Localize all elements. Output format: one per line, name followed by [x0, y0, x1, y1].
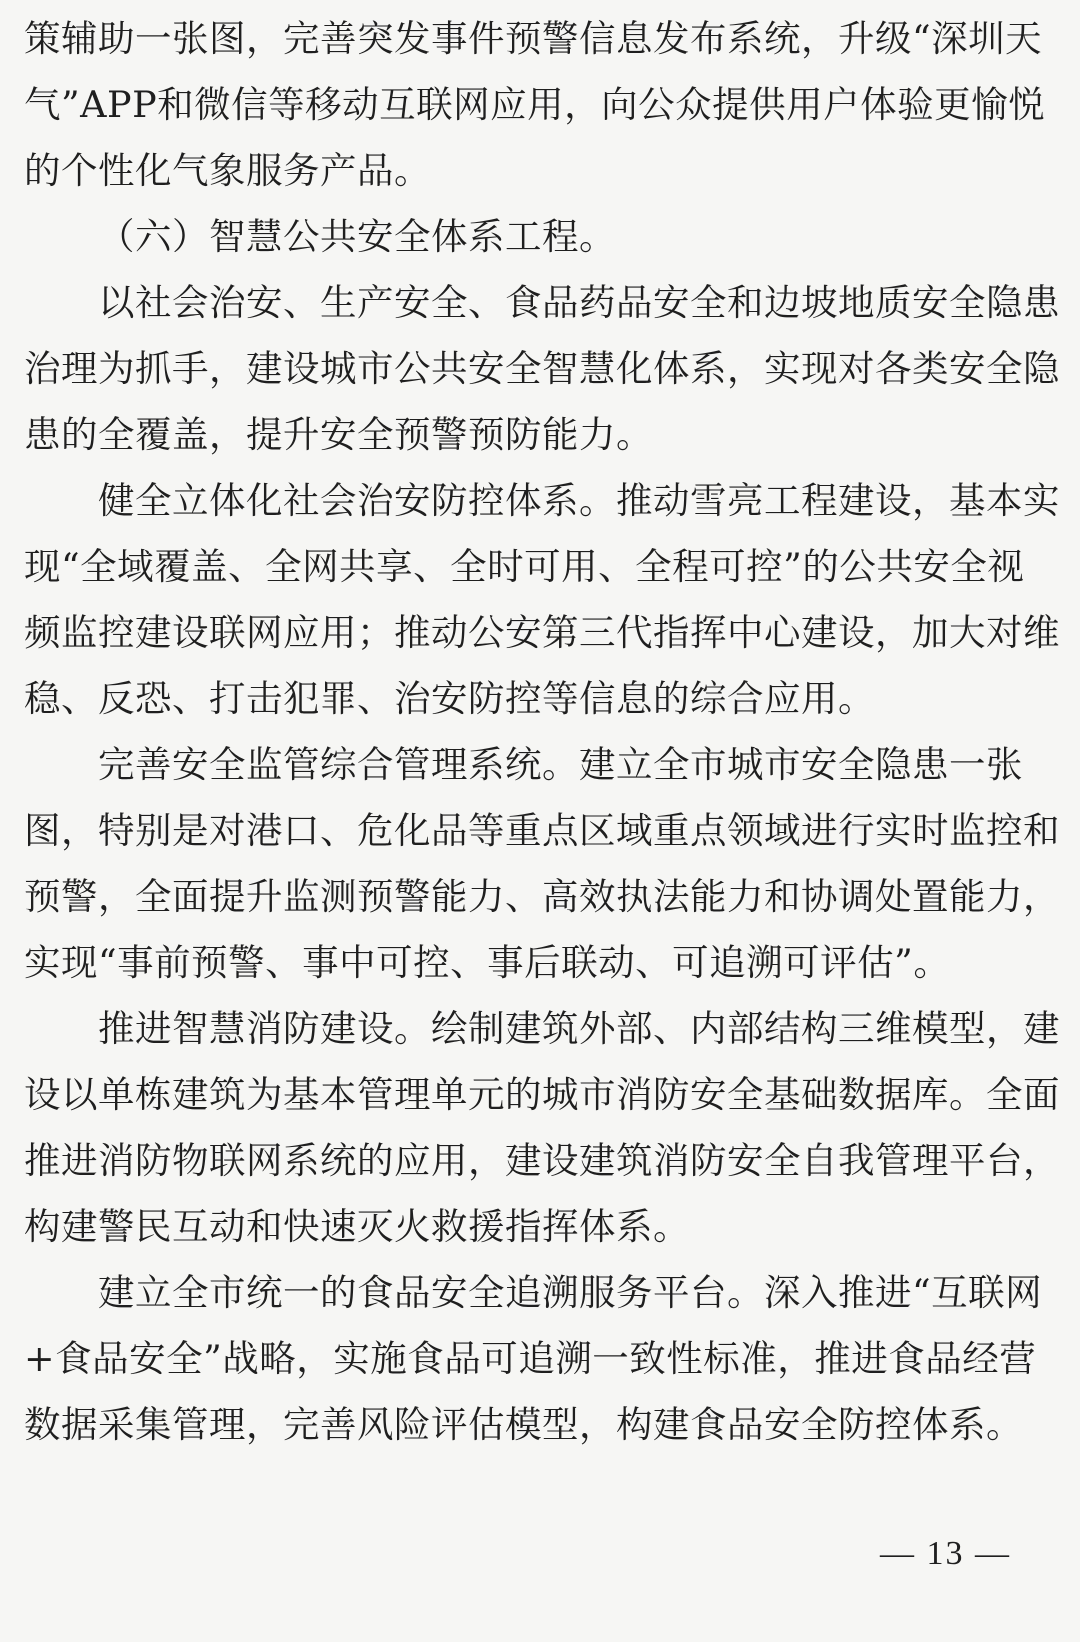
text-line: 预警，全面提升监测预警能力、高效执法能力和协调处置能力， — [24, 875, 1060, 918]
text-line: 频监控建设联网应用；推动公安第三代指挥中心建设，加大对维 — [24, 611, 1060, 654]
text-line: 完善安全监管综合管理系统。建立全市城市安全隐患一张 — [98, 743, 1023, 786]
text-line: 健全立体化社会治安防控体系。推动雪亮工程建设，基本实 — [98, 479, 1060, 522]
text-line: 构建警民互动和快速灭火救援指挥体系。 — [24, 1205, 690, 1248]
text-line: 的个性化气象服务产品。 — [24, 149, 431, 192]
text-line: 现“全域覆盖、全网共享、全时可用、全程可控”的公共安全视 — [24, 545, 1025, 588]
text-line: 建立全市统一的食品安全追溯服务平台。深入推进“互联网 — [98, 1271, 1043, 1314]
text-line: 稳、反恐、打击犯罪、治安防控等信息的综合应用。 — [24, 677, 875, 720]
text-line: 治理为抓手，建设城市公共安全智慧化体系，实现对各类安全隐 — [24, 347, 1060, 390]
page-number: — 13 — — [880, 1535, 1011, 1572]
text-line: 数据采集管理，完善风险评估模型，构建食品安全防控体系。 — [24, 1403, 1023, 1446]
text-line: 设以单栋建筑为基本管理单元的城市消防安全基础数据库。全面 — [24, 1073, 1060, 1116]
text-line: +食品安全”战略，实施食品可追溯一致性标准，推进食品经营 — [24, 1337, 1037, 1380]
text-line: 患的全覆盖，提升安全预警预防能力。 — [24, 413, 653, 456]
text-line: 以社会治安、生产安全、食品药品安全和边坡地质安全隐患 — [98, 281, 1060, 324]
text-line: 实现“事前预警、事中可控、事后联动、可追溯可评估”。 — [24, 941, 951, 984]
text-line: 图，特别是对港口、危化品等重点区域重点领域进行实时监控和 — [24, 809, 1060, 852]
text-line: 策辅助一张图，完善突发事件预警信息发布系统，升级“深圳天 — [24, 17, 1043, 60]
section-heading: （六）智慧公共安全体系工程。 — [98, 215, 616, 258]
text-line: 推进消防物联网系统的应用，建设建筑消防安全自我管理平台， — [24, 1139, 1060, 1182]
text-line: 气”APP和微信等移动互联网应用，向公众提供用户体验更愉悦 — [24, 83, 1046, 126]
text-line: 推进智慧消防建设。绘制建筑外部、内部结构三维模型，建 — [98, 1007, 1060, 1050]
